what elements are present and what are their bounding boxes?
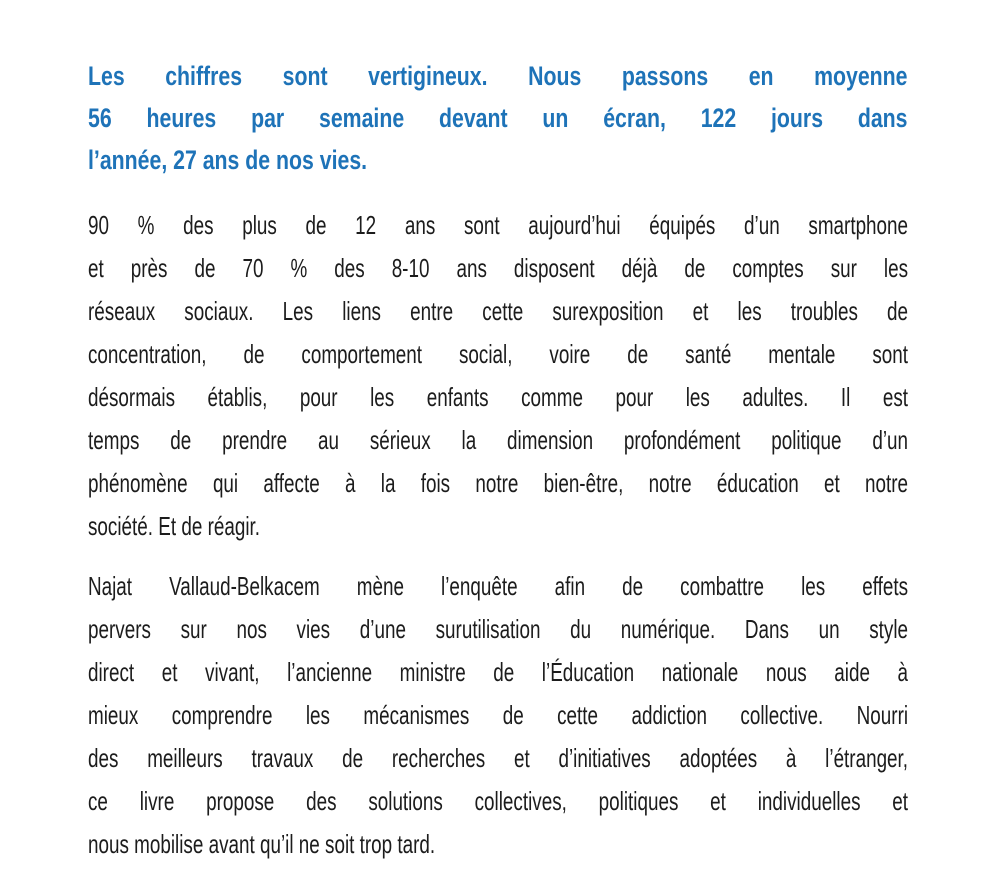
- paragraph-line: phénomène qui affecte à la fois notre bien-être, notre éducation et notre: [88, 468, 909, 498]
- paragraph-line: temps de prendre au sérieux la dimension profondément politique d’un: [88, 425, 909, 455]
- headline-line: 56 heures par semaine devant un écran, 122 jours dans: [88, 103, 908, 133]
- paragraph-line: pervers sur nos vies d’une surutilisation du numérique. Dans un style: [88, 614, 909, 644]
- paragraph-line: société. Et de réagir.: [88, 511, 261, 541]
- paragraph-line: mieux comprendre les mécanismes de cette addiction collective. Nourri: [88, 700, 909, 730]
- paragraph-line: nous mobilise avant qu’il ne soit trop tard.: [88, 829, 436, 859]
- paragraph-line: des meilleurs travaux de recherches et d’initiatives adoptées à l’étranger,: [88, 743, 909, 773]
- paragraph-line: Najat Vallaud-Belkacem mène l’enquête afin de combattre les effets: [88, 571, 909, 601]
- paragraph-line: concentration, de comportement social, voire de santé mentale sont: [88, 339, 909, 369]
- paragraph-line: désormais établis, pour les enfants comme pour les adultes. Il est: [88, 382, 909, 412]
- paragraph-line: réseaux sociaux. Les liens entre cette surexposition et les troubles de: [88, 296, 909, 326]
- paragraph-line: direct et vivant, l’ancienne ministre de l’Éducation nationale nous aide à: [88, 657, 909, 687]
- headline-line: l’année, 27 ans de nos vies.: [88, 145, 368, 175]
- paragraph-line: ce livre propose des solutions collectives, politiques et individuelles et: [88, 786, 909, 816]
- paragraph-line: 90 % des plus de 12 ans sont aujourd’hui équipés d’un smartphone: [88, 210, 909, 240]
- headline-line: Les chiffres sont vertigineux. Nous passons en moyenne: [88, 61, 908, 91]
- paragraph-line: et près de 70 % des 8-10 ans disposent déjà de comptes sur les: [88, 253, 909, 283]
